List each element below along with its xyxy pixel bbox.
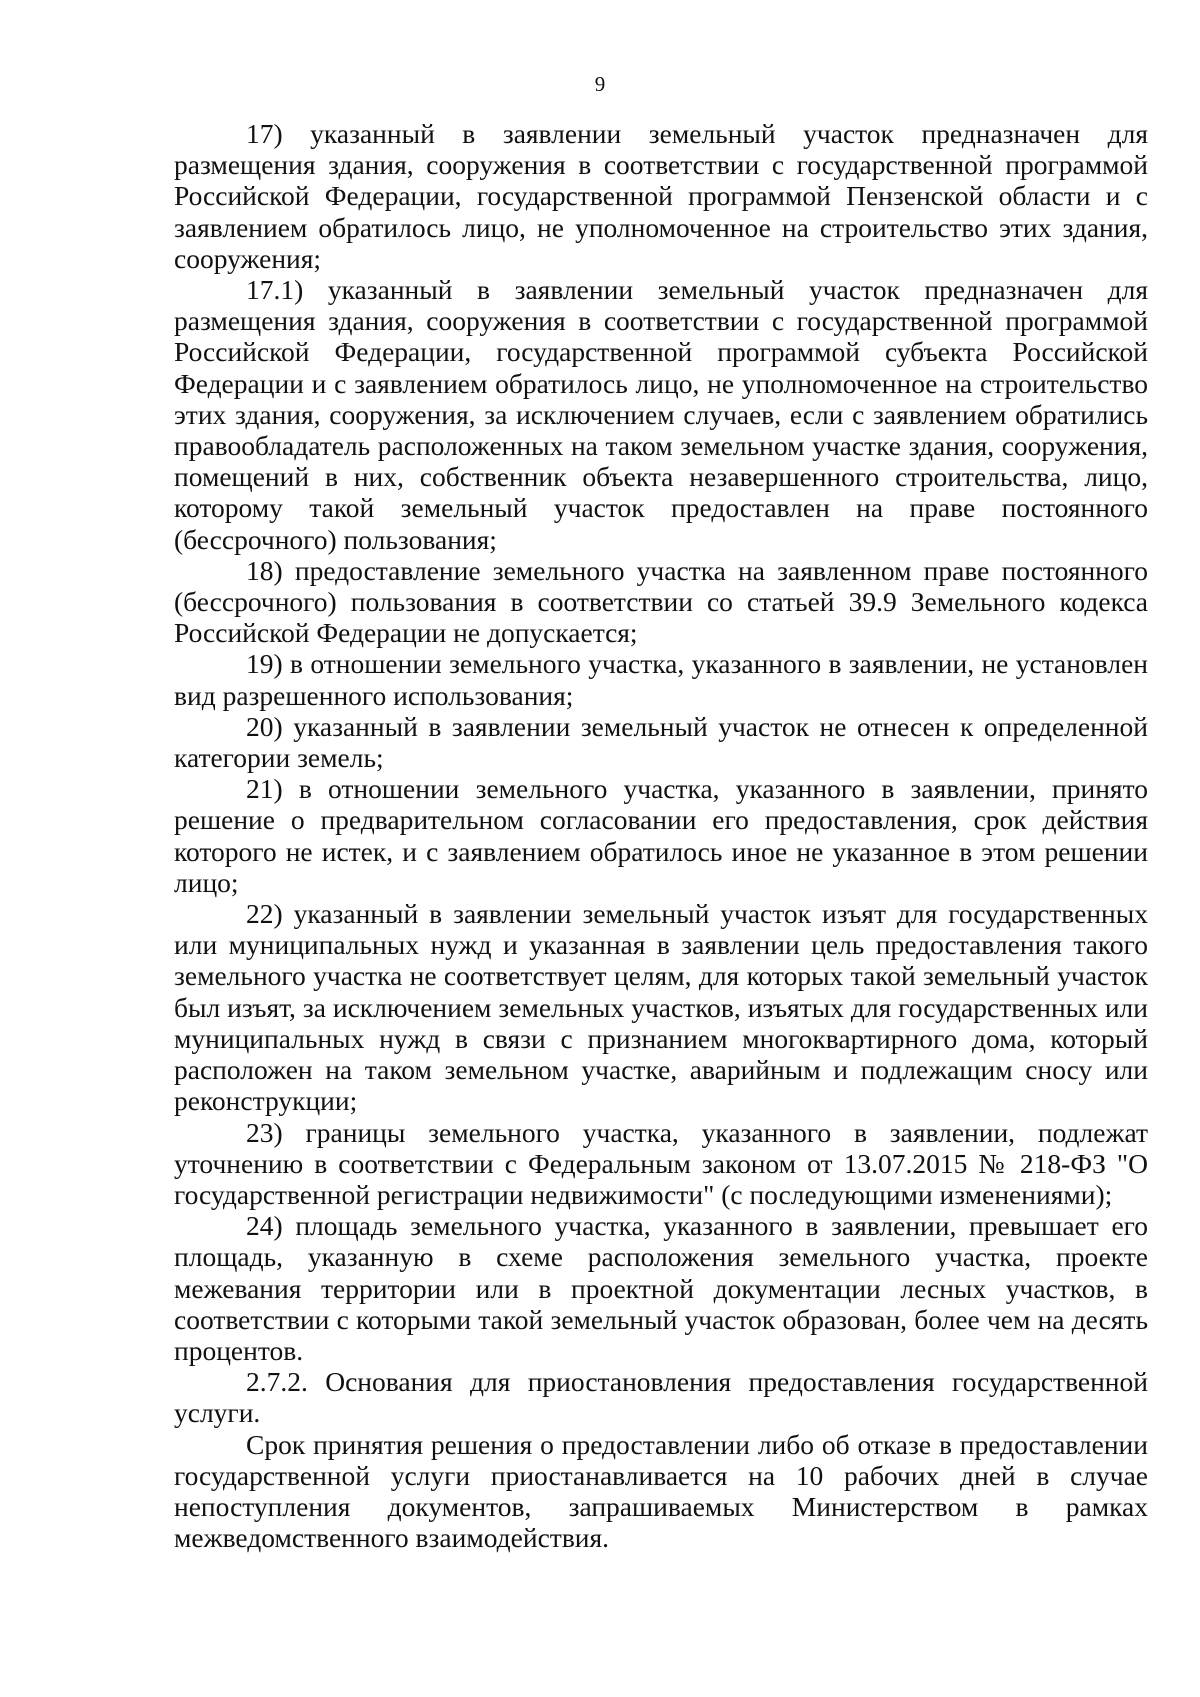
paragraph-suspension-term: Срок принятия решения о предоставлении либо об отказе в предоставлении государственной услуги приостанавливается на 10 рабочих дней в случае непоступления документов, запрашиваемых Министерством в рамках межведомственного взаимодействия. — [174, 1428, 1148, 1554]
paragraph-item-19: 19) в отношении земельного участка, указанного в заявлении, не установлен вид разрешенного использования; — [174, 648, 1148, 711]
section-heading-2-7-2: 2.7.2. Основания для приостановления предоставления государственной услуги. — [174, 1366, 1148, 1429]
document-body — [174, 118, 1148, 1553]
paragraph-item-21: 21) в отношении земельного участка, указанного в заявлении, принято решение о предварительном согласовании его предоставления, срок действия которого не истек, и с заявлением обратилось иное не указанное в этом решении лицо; — [174, 773, 1148, 898]
paragraph-item-22: 22) указанный в заявлении земельный участок изъят для государственных или муниципальных нужд и указанная в заявлении цель предоставления такого земельного участка не соответствует целям, для которых такой земельный участок был изъят, за исключением земельных участков, изъятых для государственных или муниципальных нужд в связи с признанием многоквартирного дома, который расположен на таком земельном участке, аварийным и подлежащим сносу или реконструкции; — [174, 898, 1148, 1117]
paragraph-item-24: 24) площадь земельного участка, указанного в заявлении, превышает его площадь, указанную в схеме расположения земельного участка, проекте межевания территории или в проектной документации лесных участков, в соответствии с которыми такой земельный участок образован, более чем на десять процентов. — [174, 1210, 1148, 1366]
paragraph-item-23: 23) границы земельного участка, указанного в заявлении, подлежат уточнению в соответствии с Федеральным законом от 13.07.2015 № 218-ФЗ "О государственной регистрации недвижимости" (с последующими изменениями); — [174, 1116, 1148, 1210]
paragraph-item-18: 18) предоставление земельного участка на заявленном праве постоянного (бессрочного) пользования в соответствии со статьей 39.9 Земельного кодекса Российской Федерации не допускается; — [174, 554, 1148, 649]
paragraph-item-17-1: 17.1) указанный в заявлении земельный участок предназначен для размещения здания, сооружения в соответствии с государственной программой Российской Федерации, государственной программой субъекта Российской Федерации и с заявлением обратилось лицо, не уполномоченное на строительство этих здания, сооружения, за исключением случаев, если с заявлением обратились правообладатель расположенных на таком земельном участке здания, сооружения, помещений в них, собственник объекта незавершенного строительства, лицо, которому такой земельный участок предоставлен на праве постоянного (бессрочного) пользования; — [174, 274, 1148, 555]
paragraph-item-17: 17) указанный в заявлении земельный участок предназначен для размещения здания, сооружения в соответствии с государственной программой Российской Федерации, государственной программой Пензенской области и с заявлением обратилось лицо, не уполномоченное на строительство этих здания, сооружения; — [174, 118, 1148, 274]
paragraph-item-20: 20) указанный в заявлении земельный участок не отнесен к определенной категории земель; — [174, 710, 1148, 774]
page-number: 9 — [594, 72, 606, 96]
